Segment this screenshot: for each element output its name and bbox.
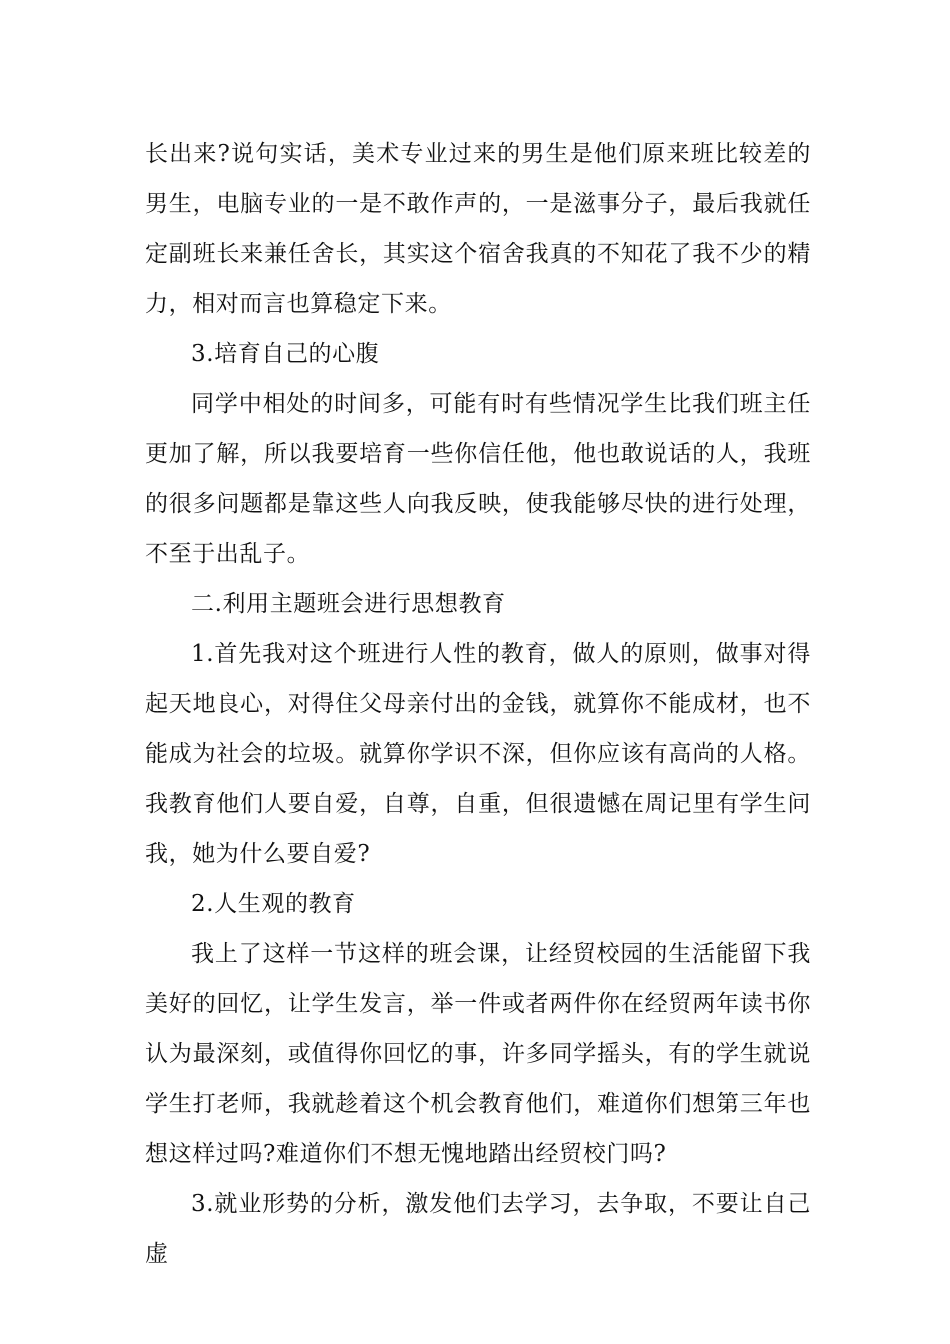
paragraph-5: 1.首先我对这个班进行人性的教育，做人的原则，做事对得起天地良心，对得住父母亲付出的金钱，就算你不能成材，也不能成为社会的垃圾。就算你学识不深，但你应该有高尚的人格。我教育他们人要自爱，自尊，自重，但很遗憾在周记里有学生问我，她为什么要自爱? (145, 641, 811, 867)
paragraph-1: 长出来?说句实话，美术专业过来的男生是他们原来班比较差的男生，电脑专业的一是不敢作声的，一是滋事分子，最后我就任定副班长来兼任舍长，其实这个宿舍我真的不知花了我不少的精力，相对而言也算稳定下来。 (145, 141, 811, 317)
paragraph-8: 3.就业形势的分析，激发他们去学习，去争取，不要让自己虚 (145, 1191, 811, 1267)
paragraph-3: 同学中相处的时间多，可能有时有些情况学生比我们班主任更加了解，所以我要培育一些你信任他，他也敢说话的人，我班的很多问题都是靠这些人向我反映，使我能够尽快的进行处理，不至于出乱子。 (145, 391, 811, 567)
section-heading-2-theme-class-meeting: 二.利用主题班会进行思想教育 (191, 591, 506, 617)
document-body (145, 129, 811, 1279)
section-heading-2-outlook-on-life: 2.人生观的教育 (191, 891, 356, 917)
paragraph-7: 我上了这样一节这样的班会课，让经贸校园的生活能留下我美好的回忆，让学生发言，举一件或者两件你在经贸两年读书你认为最深刻，或值得你回忆的事，许多同学摇头，有的学生就说学生打老师，我就趁着这个机会教育他们，难道你们想第三年也想这样过吗?难道你们不想无愧地踏出经贸校门吗? (145, 941, 811, 1167)
section-heading-3-cultivate-confidants: 3.培育自己的心腹 (191, 341, 380, 367)
